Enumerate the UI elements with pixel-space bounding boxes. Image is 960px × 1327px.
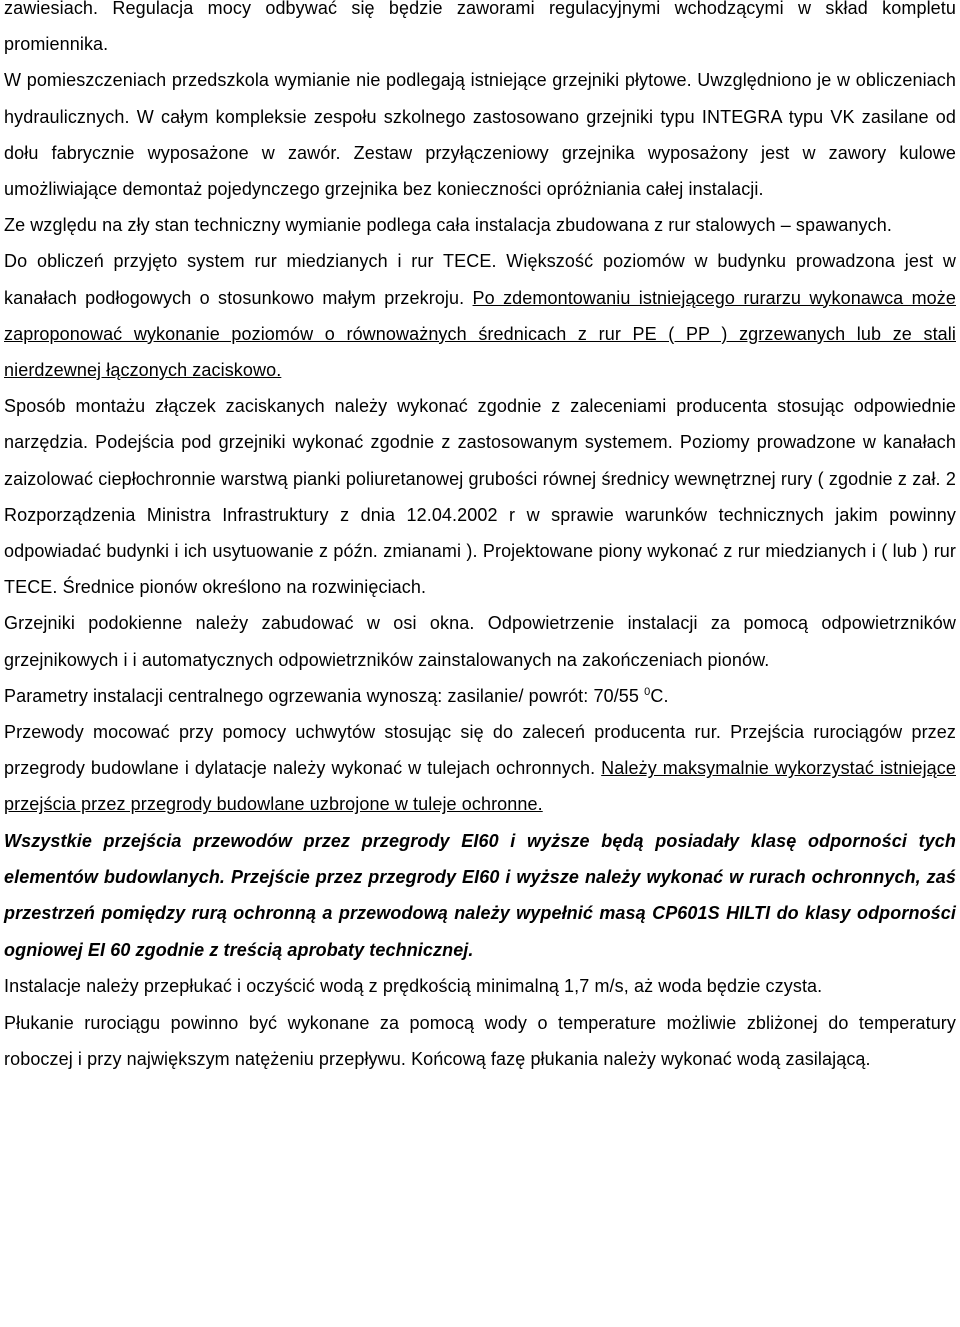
paragraph-venting: Grzejniki podokienne należy zabudować w osi okna. Odpowietrzenie instalacji za pomocą odpowietrzników grzejnikowych i i automatycznych odpowietrzników zainstalowanych na zakończeniach pionów.: [4, 613, 956, 670]
paragraph-steel-installation: Ze względu na zły stan techniczny wymianie podlega cała instalacja zbudowana z rur stalowych – spawanych.: [4, 215, 892, 236]
fixing-text: Przewody mocować przy pomocy uchwytów stosując się do zaleceń producenta rur. Przejścia rurociągów przez przegrody budowlane i dylatacje należy wykonać w tulejach ochronnych.: [4, 722, 956, 779]
paragraph-fixing: [4, 714, 956, 823]
document-page: [4, 0, 956, 1077]
paragraph-flushing: Instalacje należy przepłukać i oczyścić wodą z prędkością minimalną 1,7 m/s, aż woda będzie czysta.: [4, 976, 823, 997]
parameters-unit: C.: [650, 685, 669, 706]
pipe-system-underlined-text: Po zdemontowaniu istniejącego rurarzu wykonawca może zaproponować wykonanie poziomów o równoważnych średnicach z rur PE ( PP ) zgrzewanych lub ze stali nierdzewnej łączonych zaciskowo.: [4, 287, 956, 381]
paragraph-pipe-system: [4, 243, 956, 388]
paragraph-fire-barriers: Wszystkie przejścia przewodów przez przegrody EI60 i wyższe będą posiadały klasę odporności tych elementów budowlanych. Przejście przez przegrody EI60 i wyższe należy wykonać w rurach ochronnych, zaś przestrzeń pomiędzy rurą ochronną a przewodową należy wypełnić masą CP601S HILTI do klasy odporności ogniowej EI 60 zgodnie z treścią aprobaty technicznej.: [4, 830, 956, 960]
parameters-text: Parametry instalacji centralnego ogrzewania wynoszą: zasilanie/ powrót: 70/55: [4, 685, 645, 706]
paragraph-radiators: W pomieszczeniach przedszkola wymianie nie podlegają istniejące grzejniki płytowe. Uwzględniono je w obliczeniach hydraulicznych. W całym kompleksie zespołu szkolnego zastosowano grzejniki typu INTEGRA typu VK zasilane od dołu fabrycznie wyposażone w zawór. Zestaw przyłączeniowy grzejnika wyposażony jest w zawory kulowe umożliwiające demontaż pojedynczego grzejnika bez konieczności opróżniania całej instalacji.: [4, 70, 956, 200]
paragraph-mounting: Sposób montażu złączek zaciskanych należy wykonać zgodnie z zaleceniami producenta stosując odpowiednie narzędzia. Podejścia pod grzejniki wykonać zgodnie z zastosowanym systemem. Poziomy prowadzone w kanałach zaizolować ciepłochronnie warstwą pianki poliuretanowej grubości równej średnicy wewnętrznej rury ( zgodnie z zał. 2 Rozporządzenia Ministra Infrastruktury z dnia 12.04.2002 r w sprawie warunków technicznych jakim powinny odpowiadać budynki i ich usytuowanie z późn. zmianami ). Projektowane piony wykonać z rur miedzianych i ( lub ) rur TECE. Średnice pionów określono na rozwinięciach.: [4, 396, 956, 598]
degree-superscript: 0: [644, 685, 651, 698]
paragraph-flushing-conditions: Płukanie rurociągu powinno być wykonane za pomocą wody o temperature możliwie zbliżonej do temperatury roboczej i przy największym natężeniu przepływu. Końcową fazę płukania należy wykonać wodą zasilającą.: [4, 1012, 956, 1069]
fixing-underlined-text: Należy maksymalnie wykorzystać istniejące przejścia przez przegrody budowlane uzbrojone w tuleje ochronne.: [4, 758, 956, 815]
pipe-system-text: Do obliczeń przyjęto system rur miedzianych i rur TECE. Większość poziomów w budynku prowadzona jest w kanałach podłogowych o stosunkowo małym przekroju.: [4, 251, 956, 308]
paragraph-radiant-heaters: zawiesiach. Regulacja mocy odbywać się będzie zaworami regulacyjnymi wchodzącymi w skład kompletu promiennika.: [4, 0, 956, 55]
paragraph-parameters: [4, 678, 956, 714]
